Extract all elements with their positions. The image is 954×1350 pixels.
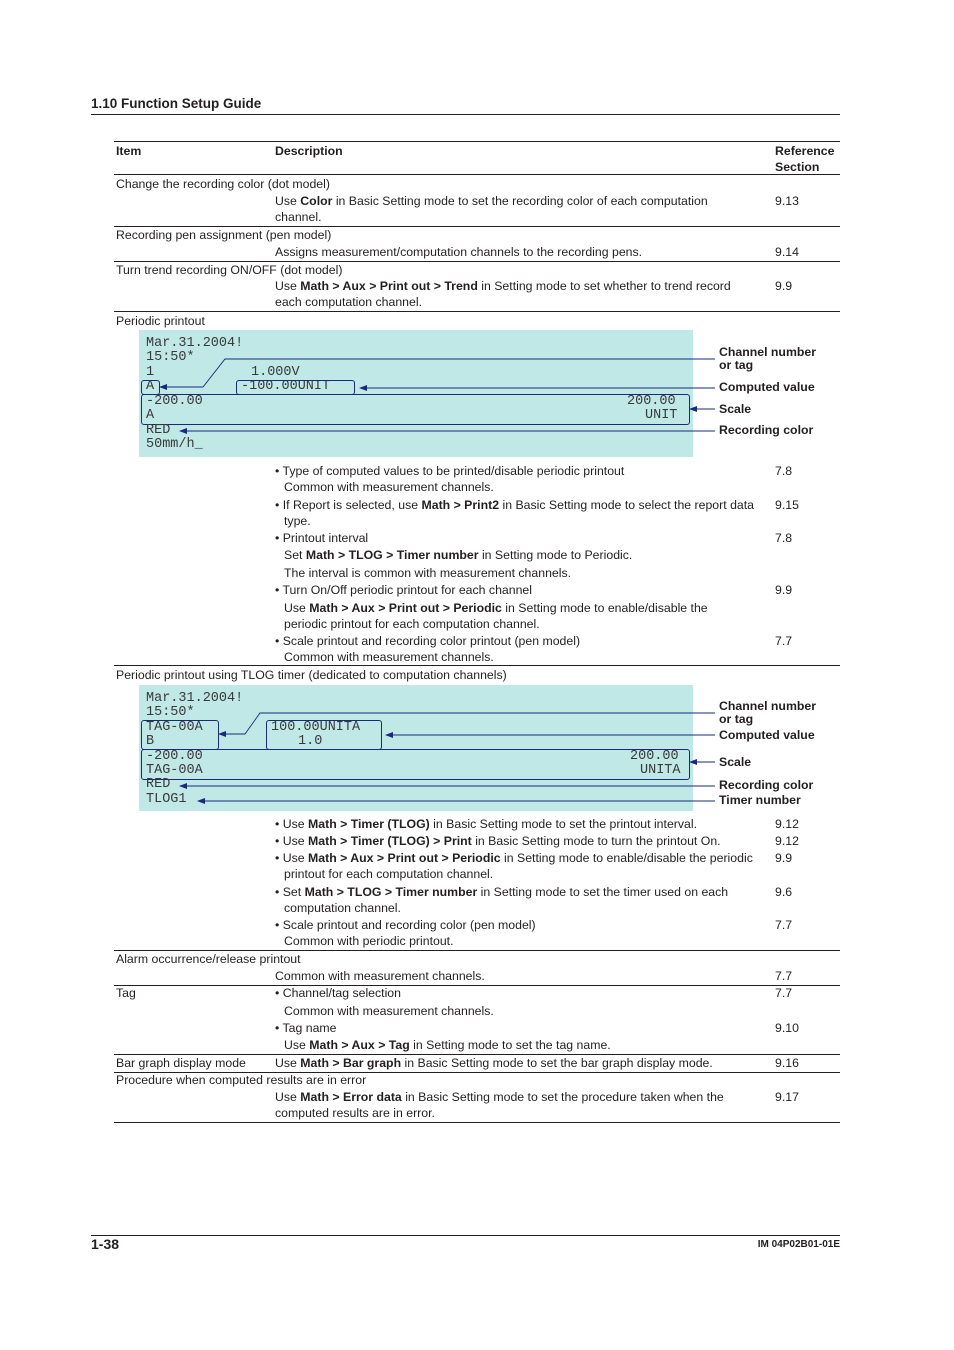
periodic-bullet-5: • Scale printout and recording color printout (pen model) bbox=[275, 634, 581, 648]
d1-computed-value: -100.00UNIT bbox=[241, 379, 331, 394]
tlog-ref-1: 9.12 bbox=[775, 817, 799, 831]
d1-recording-color: RED bbox=[146, 423, 171, 438]
d1-scale-channel: A bbox=[146, 408, 155, 423]
periodic-bullet-3-sub1: Set Math > TLOG > Timer number in Setting mode to Periodic. bbox=[284, 548, 633, 562]
col-header-item: Item bbox=[116, 144, 142, 158]
row-item-alarm: Alarm occurrence/release printout bbox=[116, 952, 301, 966]
d1-chart-speed: 50mm/h_ bbox=[146, 437, 203, 452]
d2-computed-box bbox=[266, 720, 382, 750]
d2-label-scale: Scale bbox=[719, 755, 752, 769]
tag-bullet-2-sub: Use Math > Aux > Tag in Setting mode to set the tag name. bbox=[284, 1038, 611, 1052]
d1-scale-unit: UNIT bbox=[645, 408, 678, 423]
row-rule bbox=[114, 311, 840, 312]
tlog-ref-5: 7.7 bbox=[775, 918, 793, 932]
d2-computed-value: 100.00UNITA bbox=[271, 720, 361, 735]
row-desc-trend: Use Math > Aux > Print out > Trend in Setting mode to set whether to trend record each computation channel. bbox=[275, 279, 731, 309]
d1-scale-left: -200.00 bbox=[146, 394, 203, 409]
tlog-bullet-2: • Use Math > Timer (TLOG) > Print in Basic Setting mode to turn the printout On. bbox=[275, 834, 721, 848]
document-number: IM 04P02B01-01E bbox=[757, 1239, 840, 1250]
row-ref-recording-color: 9.13 bbox=[775, 194, 799, 208]
tlog-ref-3: 9.9 bbox=[775, 851, 793, 865]
d1-date: Mar.31.2004! bbox=[146, 336, 244, 351]
periodic-bullet-1-sub: Common with measurement channels. bbox=[284, 480, 494, 494]
d2-scale-unit: UNITA bbox=[640, 763, 681, 778]
d1-channel-number: 1 bbox=[146, 365, 155, 380]
col-header-reference: Reference Section bbox=[775, 144, 835, 174]
d2-date: Mar.31.2004! bbox=[146, 691, 244, 706]
d2-tag: TAG-00A bbox=[146, 720, 203, 735]
periodic-bullet-2: • If Report is selected, use Math > Print2 in Basic Setting mode to select the report data type. bbox=[275, 498, 755, 528]
d1-measured: 1.000V bbox=[251, 365, 300, 380]
row-item-tag: Tag bbox=[116, 986, 136, 1000]
table-bottom-rule bbox=[114, 1122, 840, 1123]
periodic-ref-3: 7.8 bbox=[775, 531, 793, 545]
tag-bullet-1-sub: Common with measurement channels. bbox=[284, 1004, 494, 1018]
periodic-ref-1: 7.8 bbox=[775, 464, 793, 478]
col-header-description: Description bbox=[275, 144, 343, 158]
d2-recording-color: RED bbox=[146, 777, 171, 792]
d1-computed-box bbox=[236, 380, 355, 395]
periodic-bullet-3-sub2: The interval is common with measurement channels. bbox=[284, 566, 572, 580]
row-ref-error: 9.17 bbox=[775, 1090, 799, 1104]
d2-scale-tag: TAG-00A bbox=[146, 763, 203, 778]
periodic-bullet-4: • Turn On/Off periodic printout for each channel bbox=[275, 583, 532, 597]
d2-label-channel: Channel number or tag bbox=[719, 699, 817, 726]
table-top-rule bbox=[114, 141, 840, 142]
d2-scale-box bbox=[141, 749, 690, 780]
d1-label-channel: Channel number or tag bbox=[719, 345, 817, 372]
d1-scale-right: 200.00 bbox=[627, 394, 676, 409]
row-ref-alarm: 7.7 bbox=[775, 969, 793, 983]
d2-time: 15:50* bbox=[146, 705, 195, 720]
row-ref-bar-graph: 9.16 bbox=[775, 1056, 799, 1070]
tlog-bullet-5-sub: Common with periodic printout. bbox=[284, 934, 454, 948]
row-desc-alarm: Common with measurement channels. bbox=[275, 969, 485, 983]
periodic-bullet-5-sub: Common with measurement channels. bbox=[284, 650, 494, 664]
tlog-ref-4: 9.6 bbox=[775, 885, 793, 899]
d1-label-computed: Computed value bbox=[719, 380, 815, 394]
section-title: 1.10 Function Setup Guide bbox=[91, 96, 262, 111]
d1-time: 15:50* bbox=[146, 350, 195, 365]
table-header-rule bbox=[114, 174, 840, 175]
tag-bullet-1: • Channel/tag selection bbox=[275, 986, 401, 1000]
periodic-bullet-1: • Type of computed values to be printed/disable periodic printout bbox=[275, 464, 625, 478]
row-item-tlog: Periodic printout using TLOG timer (dedicated to computation channels) bbox=[116, 668, 507, 682]
row-item-recording-color: Change the recording color (dot model) bbox=[116, 177, 330, 191]
row-item-pen-assignment: Recording pen assignment (pen model) bbox=[116, 228, 332, 242]
d2-scale-left: -200.00 bbox=[146, 749, 203, 764]
d2-label-timer: Timer number bbox=[719, 793, 801, 807]
row-desc-bar-graph: Use Math > Bar graph in Basic Setting mode to set the bar graph display mode. bbox=[275, 1056, 713, 1070]
d2-computed-value-2: 1.0 bbox=[298, 734, 323, 749]
row-desc-pen-assignment: Assigns measurement/computation channels to the recording pens. bbox=[275, 245, 643, 259]
row-item-error: Procedure when computed results are in error bbox=[116, 1073, 367, 1087]
d2-channel-box bbox=[141, 720, 219, 750]
d1-channel-tag: A bbox=[146, 379, 155, 394]
periodic-bullet-4-sub: Use Math > Aux > Print out > Periodic in Setting mode to enable/disable the periodic printout for each computation channel. bbox=[284, 601, 708, 631]
d2-scale-right: 200.00 bbox=[630, 749, 679, 764]
row-ref-trend: 9.9 bbox=[775, 279, 793, 293]
d2-timer-number: TLOG1 bbox=[146, 792, 187, 807]
d2-label-color: Recording color bbox=[719, 778, 814, 792]
periodic-ref-4: 9.9 bbox=[775, 583, 793, 597]
tlog-ref-2: 9.12 bbox=[775, 834, 799, 848]
periodic-ref-5: 7.7 bbox=[775, 634, 793, 648]
tag-ref-2: 9.10 bbox=[775, 1021, 799, 1035]
row-rule bbox=[114, 665, 840, 666]
page-number: 1-38 bbox=[91, 1236, 120, 1252]
row-desc-recording-color: Use Color in Basic Setting mode to set the recording color of each computation channel. bbox=[275, 194, 708, 224]
row-ref-pen-assignment: 9.14 bbox=[775, 245, 799, 259]
row-item-trend: Turn trend recording ON/OFF (dot model) bbox=[116, 263, 343, 277]
d2-label-computed: Computed value bbox=[719, 728, 815, 742]
periodic-ref-2: 9.15 bbox=[775, 498, 799, 512]
row-desc-error: Use Math > Error data in Basic Setting mode to set the procedure taken when the computed results are in error. bbox=[275, 1090, 724, 1120]
tag-bullet-2: • Tag name bbox=[275, 1021, 337, 1035]
periodic-bullet-3: • Printout interval bbox=[275, 531, 369, 545]
d1-scale-box bbox=[141, 394, 690, 425]
d1-label-scale: Scale bbox=[719, 402, 752, 416]
tlog-bullet-1: • Use Math > Timer (TLOG) in Basic Setting mode to set the printout interval. bbox=[275, 817, 698, 831]
tag-ref-1: 7.7 bbox=[775, 986, 793, 1000]
tlog-bullet-5: • Scale printout and recording color (pen model) bbox=[275, 918, 536, 932]
d2-tag-sub: B bbox=[146, 734, 155, 749]
d1-channel-box bbox=[141, 380, 160, 395]
footer-rule bbox=[91, 1235, 840, 1236]
tlog-bullet-4: • Set Math > TLOG > Timer number in Setting mode to set the timer used on each computation channel. bbox=[275, 885, 729, 915]
row-item-bar-graph: Bar graph display mode bbox=[116, 1056, 246, 1070]
d1-label-color: Recording color bbox=[719, 423, 814, 437]
row-item-periodic: Periodic printout bbox=[116, 314, 205, 328]
tlog-bullet-3: • Use Math > Aux > Print out > Periodic in Setting mode to enable/disable the periodic printout for each computation channel. bbox=[275, 851, 753, 881]
header-rule bbox=[91, 114, 840, 115]
